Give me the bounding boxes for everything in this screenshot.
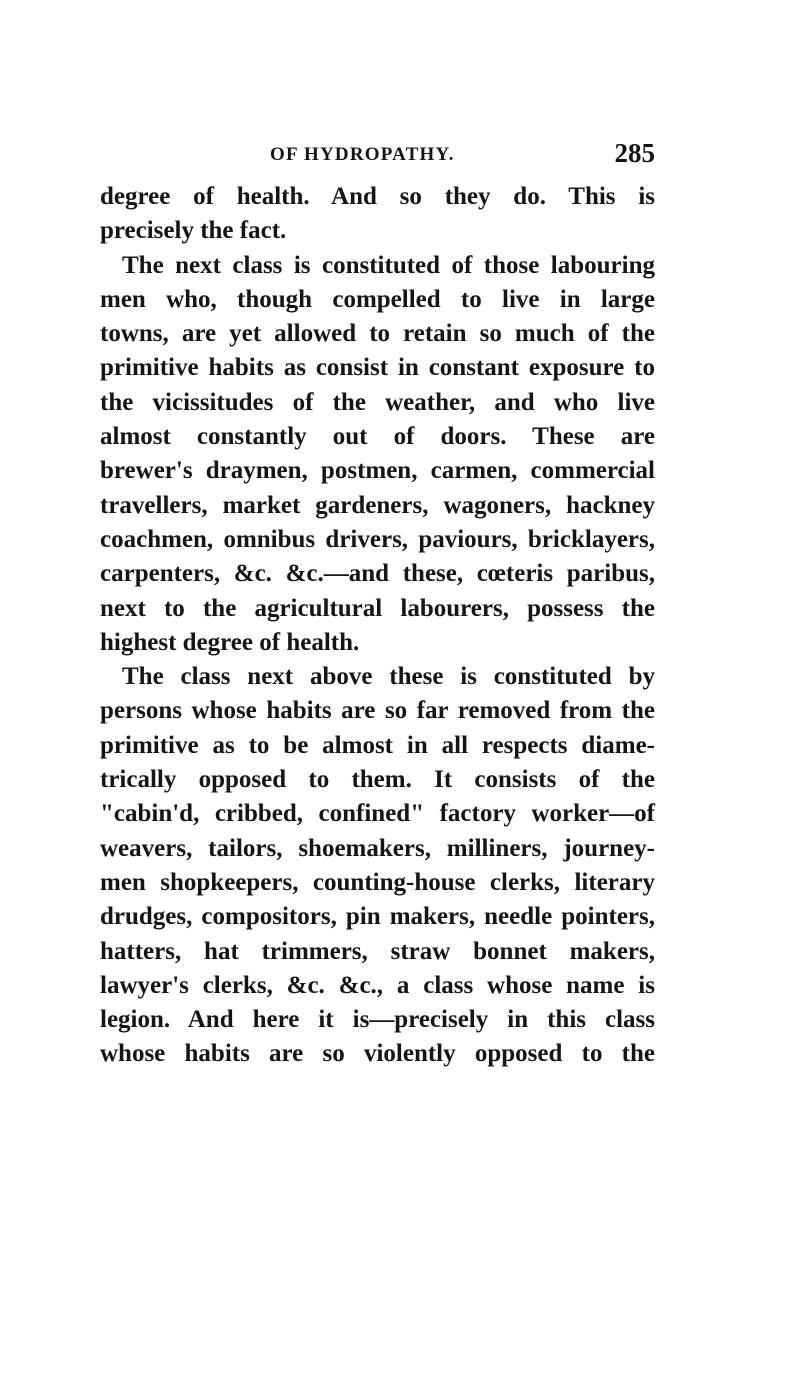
text-line: trically opposed to them. It consists of the — [100, 766, 655, 794]
text-line: drudges, compositors, pin makers, needle pointers, — [100, 903, 655, 931]
text-line: degree of health. And so they do. This is — [100, 183, 655, 210]
text-line: primitive habits as consist in constant exposure to — [100, 354, 655, 382]
running-head-title: OF HYDROPATHY. — [270, 144, 455, 165]
text-line: brewer's draymen, postmen, carmen, commercial — [100, 457, 655, 485]
text-line: towns, are yet allowed to retain so much of the — [100, 320, 655, 348]
text-line: whose habits are so violently opposed to the — [100, 1040, 655, 1068]
text-line: men shopkeepers, counting-house clerks, literary — [100, 868, 655, 896]
text-line: The class next above these is constituted by — [122, 663, 655, 691]
text-line: highest degree of health. — [100, 628, 360, 656]
text-line: travellers, market gardeners, wagoners, hackney — [100, 491, 655, 519]
text-line: The next class is constituted of those labouring — [122, 251, 655, 279]
body-text — [100, 180, 655, 1072]
text-line: next to the agricultural labourers, possess the — [100, 594, 655, 622]
text-line: almost constantly out of doors. These are — [100, 423, 655, 451]
text-line: persons whose habits are so far removed from the — [100, 697, 655, 725]
text-line: the vicissitudes of the weather, and who live — [100, 388, 655, 416]
page-number: 285 — [614, 138, 655, 168]
text-line: weavers, tailors, shoemakers, milliners, journey- — [100, 834, 655, 862]
text-line: "cabin'd, cribbed, confined" factory worker—of — [100, 800, 655, 828]
running-head — [100, 138, 655, 168]
text-line: precisely the fact. — [100, 217, 287, 245]
text-line: hatters, hat trimmers, straw bonnet makers, — [100, 937, 655, 965]
text-line: coachmen, omnibus drivers, paviours, bricklayers, — [100, 525, 655, 553]
text-line: lawyer's clerks, &c. &c., a class whose name is — [100, 971, 655, 999]
text-line: carpenters, &c. &c.—and these, cœteris paribus, — [100, 560, 655, 588]
text-line: primitive as to be almost in all respects diame- — [100, 731, 655, 759]
text-line: men who, though compelled to live in large — [100, 285, 655, 313]
text-line: legion. And here it is—precisely in this class — [100, 1006, 655, 1034]
